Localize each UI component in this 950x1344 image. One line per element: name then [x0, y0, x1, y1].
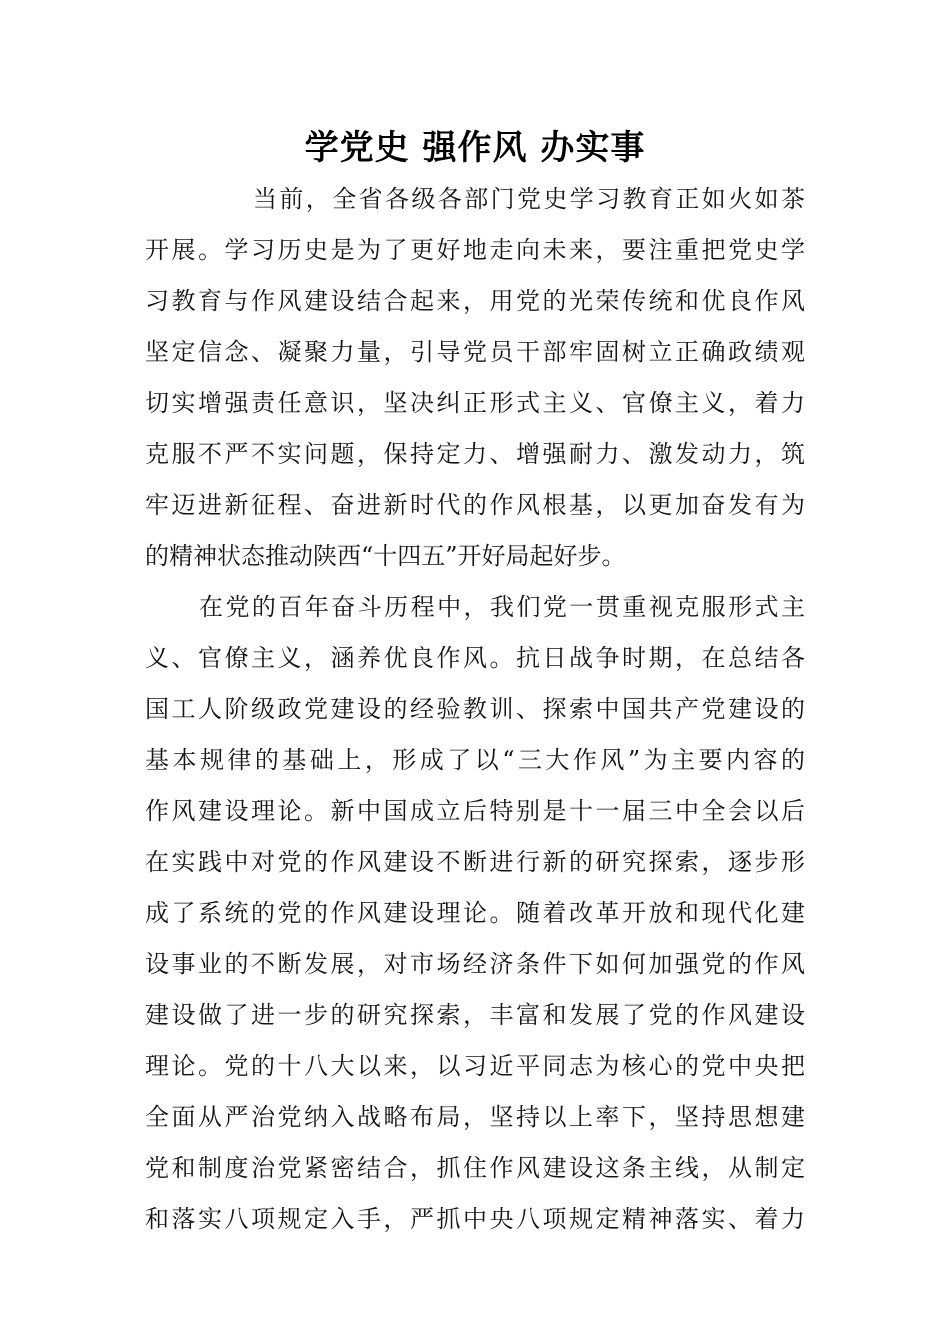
paragraph-1-line: 习教育与作风建设结合起来，用党的光荣传统和优良作风 — [145, 287, 805, 315]
paragraph-2-line: 基本规律的基础上，形成了以“三大作风”为主要内容的 — [145, 746, 805, 774]
paragraph-2-line: 义、官僚主义，涵养优良作风。抗日战争时期，在总结各 — [145, 644, 805, 672]
paragraph-1-line: 克服不严不实问题，保持定力、增强耐力、激发动力，筑 — [145, 440, 805, 468]
paragraph-2-line: 党和制度治党紧密结合，抓住作风建设这条主线，从制定 — [145, 1154, 805, 1182]
paragraph-2-line: 成了系统的党的作风建设理论。随着改革开放和现代化建 — [145, 899, 805, 927]
paragraph-1-line: 坚定信念、凝聚力量，引导党员干部牢固树立正确政绩观 — [145, 338, 805, 366]
paragraph-2-line: 国工人阶级政党建设的经验教训、探索中国共产党建设的 — [145, 695, 805, 723]
paragraph-2-line: 作风建设理论。新中国成立后特别是十一届三中全会以后 — [145, 797, 805, 825]
paragraph-2-line: 建设做了进一步的研究探索，丰富和发展了党的作风建设 — [145, 1001, 805, 1029]
paragraph-2-line: 在实践中对党的作风建设不断进行新的研究探索，逐步形 — [145, 848, 805, 876]
paragraph-1-line: 当前，全省各级各部门党史学习教育正如火如茶 — [253, 185, 805, 213]
paragraph-1-line: 开展。学习历史是为了更好地走向未来，要注重把党史学 — [145, 236, 805, 264]
paragraph-2-line: 在党的百年奋斗历程中，我们党一贯重视克服形式主 — [199, 593, 805, 621]
paragraph-2-line: 和落实八项规定入手，严抓中央八项规定精神落实、着力 — [145, 1205, 805, 1233]
paragraph-1-line: 的精神状态推动陕西“十四五”开好局起好步。 — [145, 542, 626, 570]
paragraph-1-line: 牢迈进新征程、奋进新时代的作风根基，以更加奋发有为 — [145, 491, 805, 519]
paragraph-2-line: 理论。党的十八大以来，以习近平同志为核心的党中央把 — [145, 1052, 805, 1080]
paragraph-1-line: 切实增强责任意识，坚决纠正形式主义、官僚主义，着力 — [145, 389, 805, 417]
paragraph-2-line: 全面从严治党纳入战略布局，坚持以上率下，坚持思想建 — [145, 1103, 805, 1131]
paragraph-2-line: 设事业的不断发展，对市场经济条件下如何加强党的作风 — [145, 950, 805, 978]
document-title: 学党史 强作风 办实事 — [304, 128, 646, 168]
